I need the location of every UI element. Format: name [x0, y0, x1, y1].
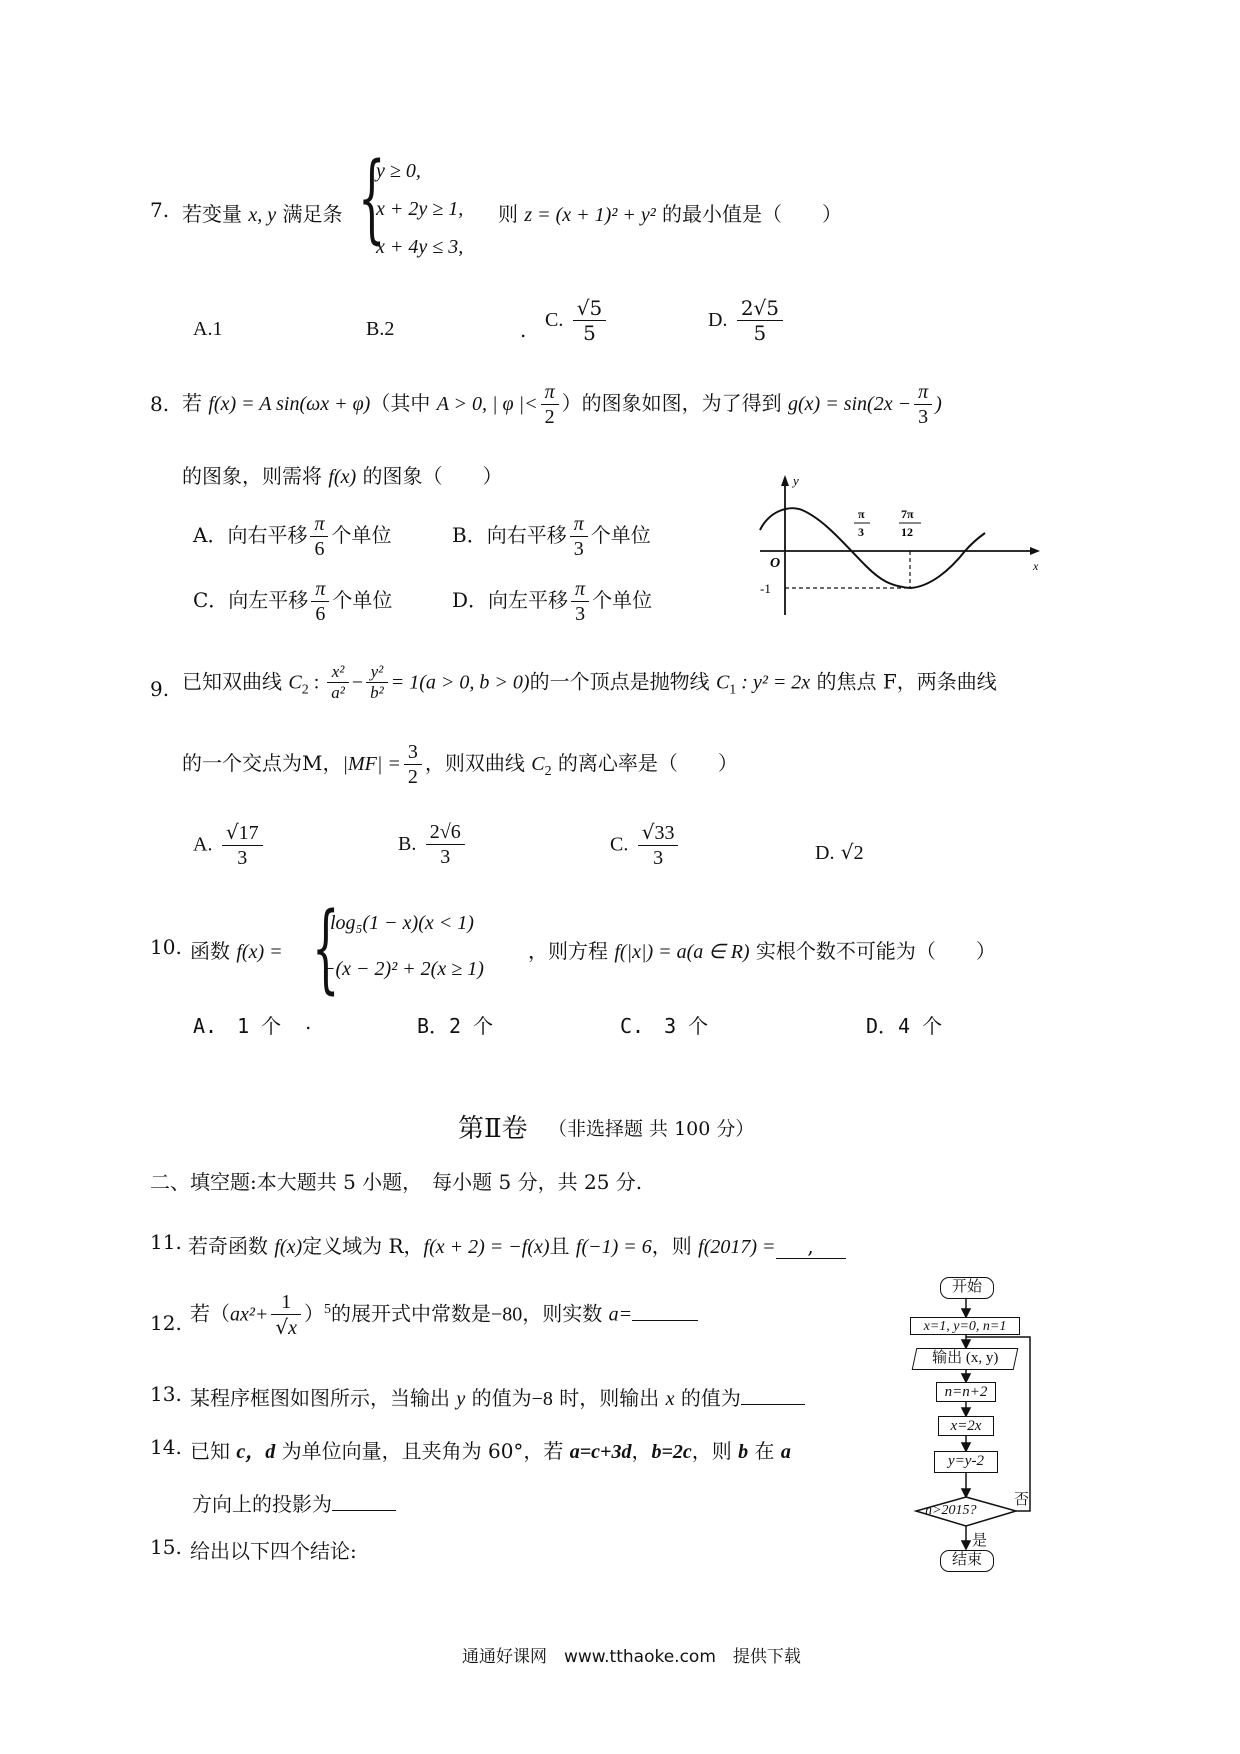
- constraint-3: x + 4y ≤ 3,: [376, 236, 464, 258]
- question-stem-line-2: 的图象，则需将 f(x) 的图象（ ）: [182, 464, 503, 488]
- question-number: 9.: [150, 677, 170, 701]
- left-brace: {: [358, 142, 386, 254]
- question-number: 13.: [150, 1382, 182, 1406]
- section-heading: 二、填空题:本大题共 5 小题， 每小题 5 分，共 25 分.: [150, 1170, 643, 1194]
- question-stem: 若奇函数 f(x)定义域为 R，f(x + 2) = −f(x)且 f(−1) = 6，则 f(2017) = ,: [188, 1230, 846, 1259]
- objective: 则 z = (x + 1)² + y² 的最小值是（ ）: [498, 202, 843, 226]
- option-b: B.2: [366, 318, 395, 340]
- question-stem: 若变量 x, y 满足条: [182, 202, 343, 226]
- question-number: 8.: [150, 392, 170, 416]
- flowchart-yes-label: 是: [972, 1531, 988, 1549]
- option-c: C. $\frac{√33}{3}$: [610, 820, 681, 870]
- option-c: C．向左平移 $\frac{\pi}{6}$ 个单位: [193, 578, 393, 625]
- flowchart-step-n: n=n+2: [936, 1382, 996, 1402]
- option-d: D．向左平移 $\frac{\pi}{3}$ 个单位: [452, 578, 653, 625]
- neg-one-label: -1: [760, 581, 771, 596]
- option-d: D. $\frac{2√5}{5}$: [708, 296, 786, 345]
- flowchart-end: 结束: [940, 1550, 994, 1572]
- answer-blank[interactable]: ,: [776, 1234, 846, 1259]
- option-c: C. $\frac{√5}{5}$: [545, 296, 609, 345]
- option-d: D. √2: [815, 840, 864, 864]
- stray-dot: .: [305, 1010, 312, 1034]
- question-stem: 某程序框图如图所示，当输出 y 的值为−8 时，则输出 x 的值为: [190, 1382, 805, 1411]
- origin-label: O: [770, 556, 781, 571]
- y-axis-label: y: [793, 473, 799, 488]
- tick-pi-over-3-den: 3: [858, 525, 864, 539]
- constraint-1: y ≥ 0,: [376, 160, 421, 182]
- part-subtitle: （非选择题 共 100 分）: [548, 1118, 755, 1140]
- tick-7pi-over-12-den: 12: [901, 525, 913, 539]
- option-a: A. 1 个: [193, 1014, 282, 1038]
- question-number: 10.: [150, 935, 182, 959]
- option-b: B. $\frac{2√6}{3}$: [398, 820, 468, 869]
- flowchart-init: x=1, y=0, n=1: [910, 1317, 1020, 1335]
- x-axis-arrow: [1030, 547, 1040, 555]
- flowchart-condition: n>2015?: [925, 1503, 977, 1518]
- option-a: A. $\frac{√17}{3}$: [193, 820, 266, 870]
- flowchart-output: 输出 (x, y): [912, 1348, 1019, 1370]
- x-axis-label: x: [1033, 559, 1039, 573]
- question-stem-line-2: 的一个交点为M，|MF| = $\frac{3}{2}$ ，则双曲线 $C_2$ 的离心率是（ ）: [182, 741, 738, 788]
- question-number: 15.: [150, 1535, 182, 1559]
- option-a: A.1: [193, 318, 223, 340]
- question-number: 11.: [150, 1230, 182, 1254]
- footer: 通通好课网 www.tthaoke.com 提供下载: [462, 1647, 801, 1667]
- question-stem: 已知双曲线 $C_2$ : $\frac{\text{x²}}{\text{a²}}$ − $\frac{\text{y²}}{\text{b²}}$ = 1(a > 0, b > 0)的一个顶点是抛物线 $C_1$ : y² = 2x 的焦点 F，两条曲线: [182, 662, 997, 703]
- fraction: $\frac{2√5}{5}$: [737, 296, 783, 345]
- option-c: C. 3 个: [620, 1014, 709, 1038]
- constraint-2: x + 2y ≥ 1,: [376, 198, 464, 220]
- question-number: 14.: [150, 1435, 182, 1459]
- option-b: B．向右平移 $\frac{\pi}{3}$ 个单位: [452, 513, 651, 560]
- question-stem: 已知 c，d 为单位向量，且夹角为 60°，若 a=c+3d，b=2c，则 b 在 a: [190, 1439, 791, 1463]
- option-d: D．4 个: [866, 1014, 943, 1038]
- flowchart-no-label: 否: [1014, 1490, 1030, 1508]
- answer-blank[interactable]: [332, 1510, 396, 1511]
- y-axis-arrow: [781, 475, 789, 486]
- tick-pi-over-3-num: π: [858, 507, 865, 521]
- fraction: $\frac{√5}{5}$: [573, 296, 606, 345]
- answer-blank[interactable]: [741, 1404, 805, 1405]
- tick-7pi-over-12-num: 7π: [901, 507, 914, 521]
- question-number: 12.: [150, 1311, 182, 1335]
- question-stem: 若（ax²+ $\frac{1}{√x}$ ）$^5$的展开式中常数是−80，则实数 a=: [190, 1290, 698, 1340]
- left-brace: {: [312, 892, 340, 1004]
- case-1: log₅(1 − x)(x < 1): [330, 912, 474, 934]
- sine-curve: [760, 508, 985, 588]
- stray-dot: .: [520, 318, 527, 342]
- question-number: 7.: [150, 198, 170, 222]
- question-stem: 函数 f(x) =: [190, 939, 283, 963]
- question-stem-line-2: 方向上的投影为: [192, 1488, 396, 1517]
- question-stem: 若 f(x) = A sin(ωx + φ)（其中 A > 0, | φ |< $\frac{\pi}{2}$ ）的图象如图，为了得到 g(x) = sin(2x − $\frac{\pi}{3}$ ): [182, 381, 942, 428]
- question-stem-tail: ，则方程 f(|x|) = a(a ∈ R) 实根个数不可能为（ ）: [528, 939, 996, 963]
- answer-blank[interactable]: [632, 1320, 698, 1321]
- flowchart-step-x: x=2x: [938, 1416, 994, 1436]
- flowchart-step-y: y=y-2: [934, 1451, 998, 1473]
- option-b: B．2 个: [417, 1014, 494, 1038]
- sine-graph: [750, 470, 1050, 620]
- question-stem: 给出以下四个结论:: [190, 1539, 357, 1563]
- case-2: −(x − 2)² + 2(x ≥ 1): [322, 958, 484, 980]
- option-a: A．向右平移 $\frac{\pi}{6}$ 个单位: [193, 513, 392, 560]
- flowchart-start: 开始: [940, 1277, 994, 1299]
- part-title: 第Ⅱ卷: [458, 1114, 528, 1144]
